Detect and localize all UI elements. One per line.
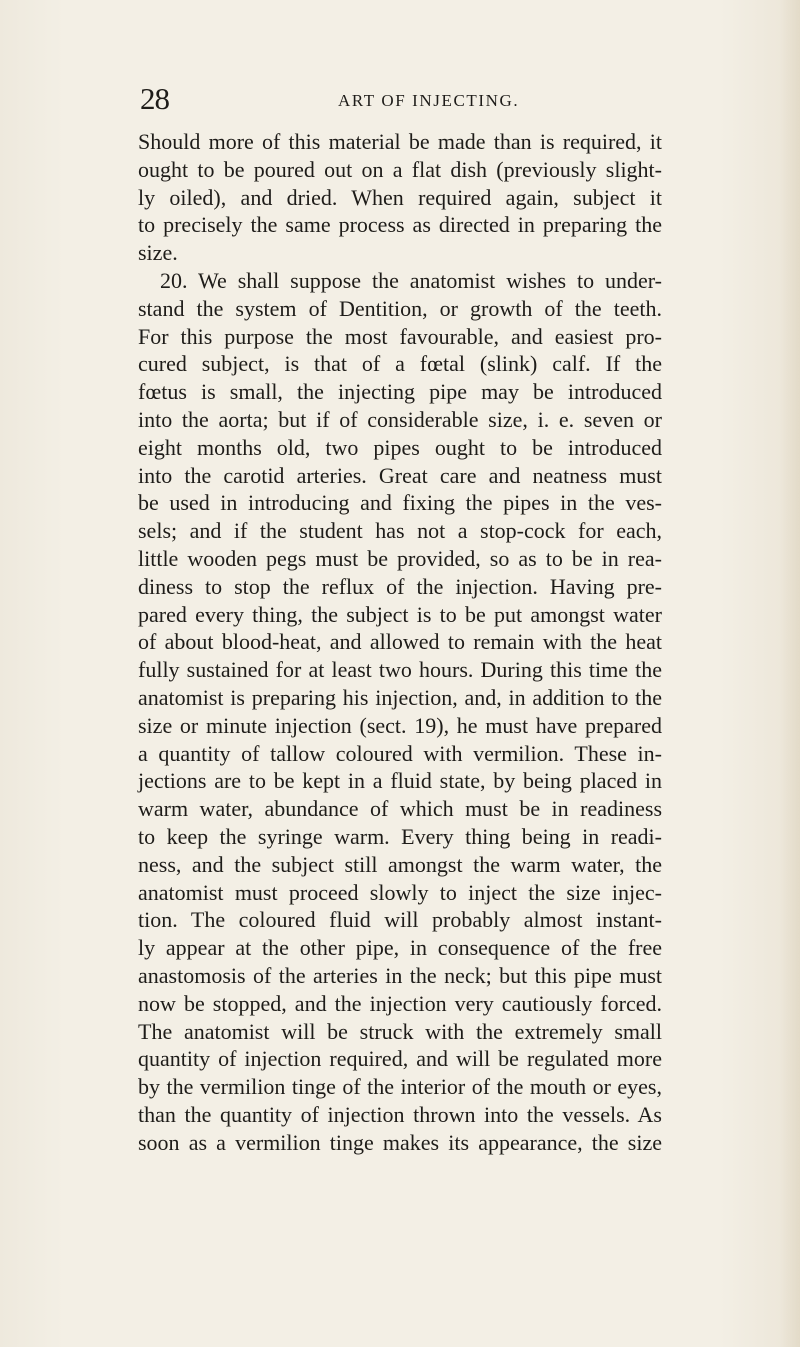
text-line: fully sustained for at least two hours. During this time the	[138, 657, 662, 683]
text-line: ought to be poured out on a flat dish (previously slight-	[138, 156, 662, 182]
text-line: to precisely the same process as directed in preparing the	[138, 212, 662, 238]
text-line: soon as a vermilion tinge makes its appearance, the size	[138, 1129, 662, 1155]
text-line: into the aorta; but if of considerable size, i. e. seven or	[138, 406, 662, 432]
page-header	[140, 82, 700, 116]
running-head: ART OF INJECTING.	[338, 91, 520, 110]
text-line: than the quantity of injection thrown into the vessels. As	[138, 1101, 662, 1127]
text-line: anatomist is preparing his injection, and, in addition to the	[138, 684, 662, 710]
text-line: by the vermilion tinge of the interior of the mouth or eyes,	[138, 1074, 662, 1100]
paragraph-start-line: 20. We shall suppose the anatomist wishes to under-	[160, 267, 662, 293]
text-line: sels; and if the student has not a stop-cock for each,	[138, 518, 662, 544]
text-line: a quantity of tallow coloured with vermilion. These in-	[138, 740, 662, 766]
text-line: Should more of this material be made than is required, it	[138, 129, 662, 154]
text-line: For this purpose the most favourable, and easiest pro-	[138, 323, 662, 349]
text-line: little wooden pegs must be provided, so as to be in rea-	[138, 545, 662, 571]
text-line: anatomist must proceed slowly to inject the size injec-	[138, 879, 662, 905]
text-line: tion. The coloured fluid will probably almost instant-	[138, 907, 662, 933]
text-line: ness, and the subject still amongst the warm water, the	[138, 851, 662, 877]
text-line: anastomosis of the arteries in the neck; but this pipe must	[138, 962, 662, 988]
page-number: 28	[140, 81, 169, 116]
text-line: be used in introducing and fixing the pipes in the ves-	[138, 490, 662, 516]
text-line: pared every thing, the subject is to be put amongst water	[138, 601, 662, 627]
text-line: The anatomist will be struck with the extremely small	[138, 1018, 662, 1044]
text-line: of about blood-heat, and allowed to remain with the heat	[138, 629, 662, 655]
text-line: cured subject, is that of a fœtal (slink) calf. If the	[138, 351, 662, 377]
text-line: diness to stop the reflux of the injection. Having pre-	[138, 573, 662, 599]
body-text	[138, 128, 662, 1156]
text-line: fœtus is small, the injecting pipe may be introduced	[138, 379, 662, 405]
text-line: stand the system of Dentition, or growth of the teeth.	[138, 295, 662, 321]
text-line: warm water, abundance of which must be in readiness	[138, 796, 662, 822]
text-line: quantity of injection required, and will be regulated more	[138, 1046, 662, 1072]
text-line: eight months old, two pipes ought to be introduced	[138, 434, 662, 460]
page-edge-shadow	[780, 0, 800, 1347]
text-line: ly appear at the other pipe, in consequence of the free	[138, 935, 662, 961]
text-line: size or minute injection (sect. 19), he must have prepared	[138, 712, 662, 738]
text-line: size.	[138, 240, 178, 266]
text-line: into the carotid arteries. Great care and neatness must	[138, 462, 662, 488]
text-line: jections are to be kept in a fluid state, by being placed in	[138, 768, 662, 794]
text-line: ly oiled), and dried. When required again, subject it	[138, 184, 662, 210]
text-line: to keep the syringe warm. Every thing being in readi-	[138, 823, 662, 849]
text-line: now be stopped, and the injection very cautiously forced.	[138, 990, 662, 1016]
